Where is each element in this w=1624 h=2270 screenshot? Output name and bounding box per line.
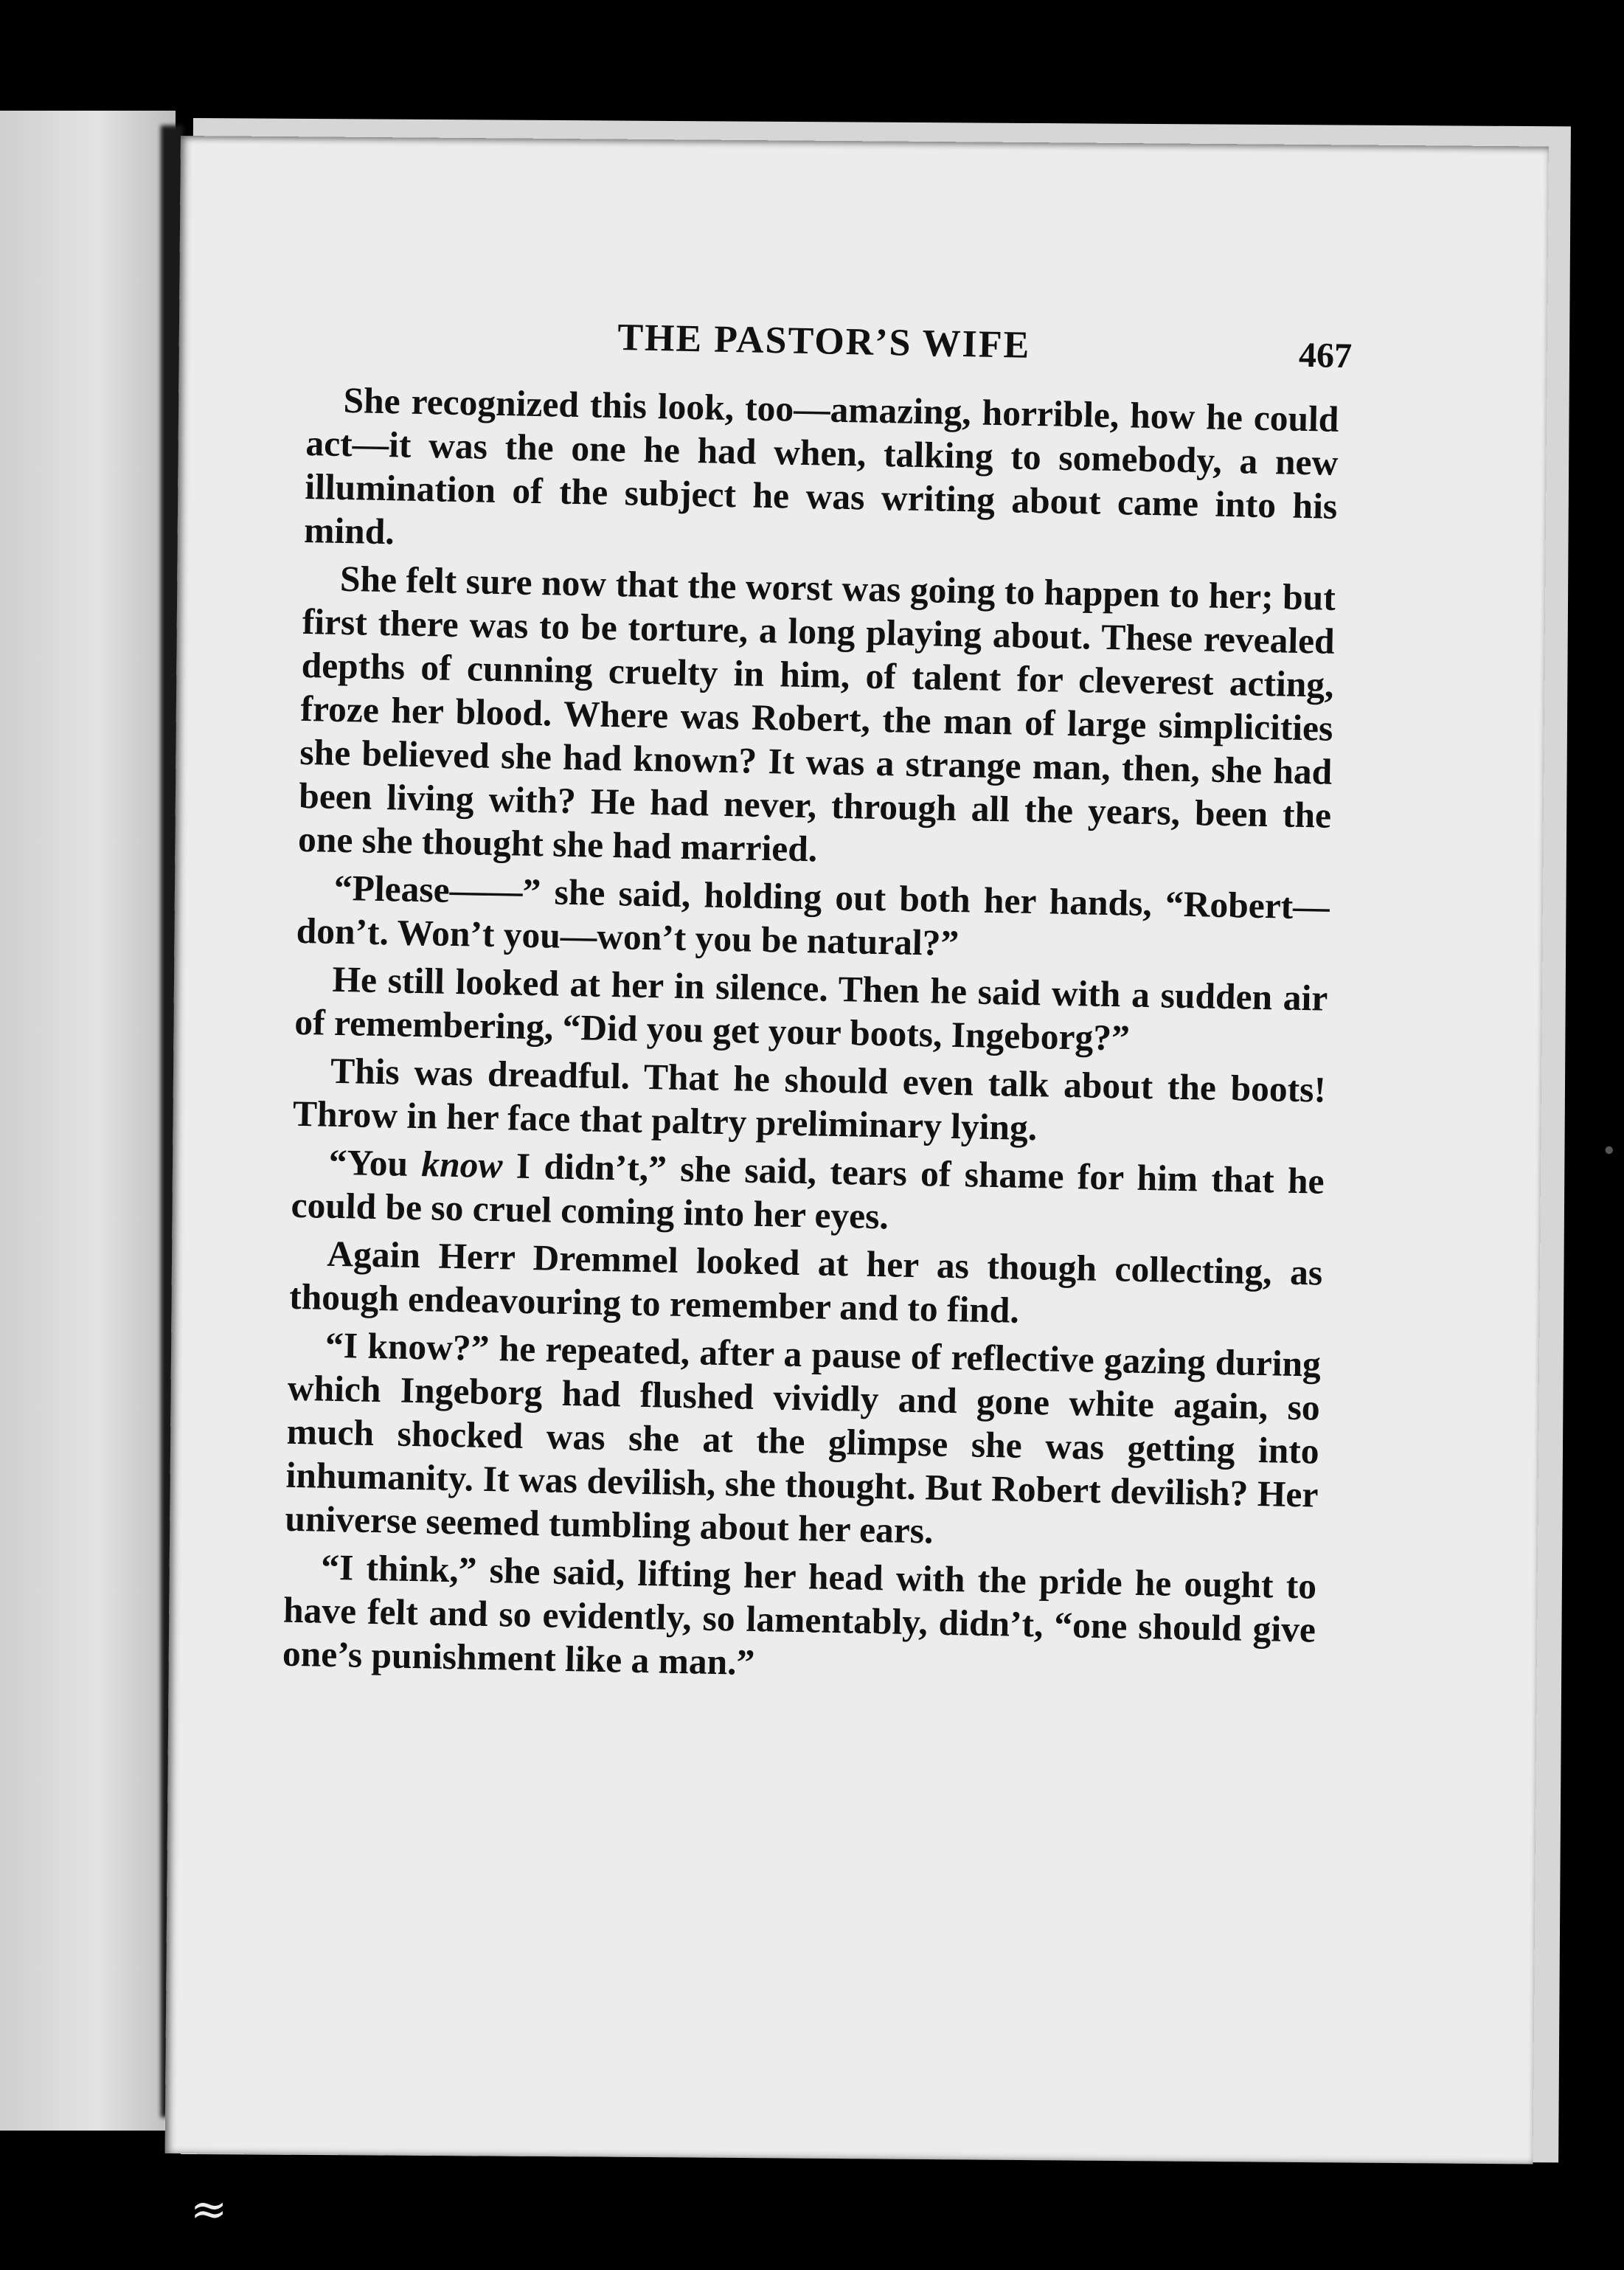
paragraph-text: “You xyxy=(328,1141,423,1185)
scan-artifact-speck: • xyxy=(1593,1134,1624,1169)
page-number: 467 xyxy=(1298,335,1353,376)
paragraph-text: I didn’t,” she said, tears of shame for him that he could be so cruel coming into her eyes. xyxy=(291,1145,1325,1237)
running-title: THE PASTOR’S WIFE xyxy=(617,316,1031,367)
paragraph: This was dreadful. That he should even talk about the boots! Throw in her face that paltry preliminary lying. xyxy=(292,1050,1327,1149)
scan-artifact-mark: ≈ xyxy=(190,2184,228,2235)
left-page-edge xyxy=(0,111,176,2131)
paragraph: “I know?” he repeated, after a pause of reflective gazing during which Ingeborg had flushed vividly and gone white again, so much shocked was she at the glimpse she was getting into inhumanity. It was devilish, she thought. But Robert devilish? Her universe seemed tumbling about her ears. xyxy=(285,1324,1322,1551)
paragraph: He still looked at her in silence. Then he said with a sudden air of remembering, “Did you get your boots, Ingeborg?” xyxy=(294,958,1328,1059)
paragraph: She felt sure now that the worst was going to happen to her; but first there was to be torture, a long playing about. These revealed depths of cunning cruelty in him, of talent for cleverest acting, froze her blood. Where was Robert, the man of large simplicities she believed she had known? It was a strange man, then, she had been living with? He had never, through all the years, been the one she thought she had married. xyxy=(297,558,1336,870)
page-text-block xyxy=(282,310,1353,1700)
emphasized-word: know xyxy=(420,1143,504,1186)
paragraph: “I think,” she said, lifting her head with the pride he ought to have felt and so evidently, so lamentably, didn’t, “one should give one’s punishment like a man.” xyxy=(282,1546,1317,1683)
paragraph: “Please——” she said, holding out both her hands, “Robert—don’t. Won’t you—won’t you be natural?” xyxy=(296,867,1330,964)
paragraph xyxy=(291,1140,1325,1247)
paragraph: Again Herr Dremmel looked at her as though collecting, as though endeavouring to remember and to find. xyxy=(288,1233,1323,1331)
paragraph: She recognized this look, too—amazing, horrible, how he could act—it was the one he had when, talking to somebody, a new illumination of the subject he was writing about came into his mind. xyxy=(303,379,1339,553)
